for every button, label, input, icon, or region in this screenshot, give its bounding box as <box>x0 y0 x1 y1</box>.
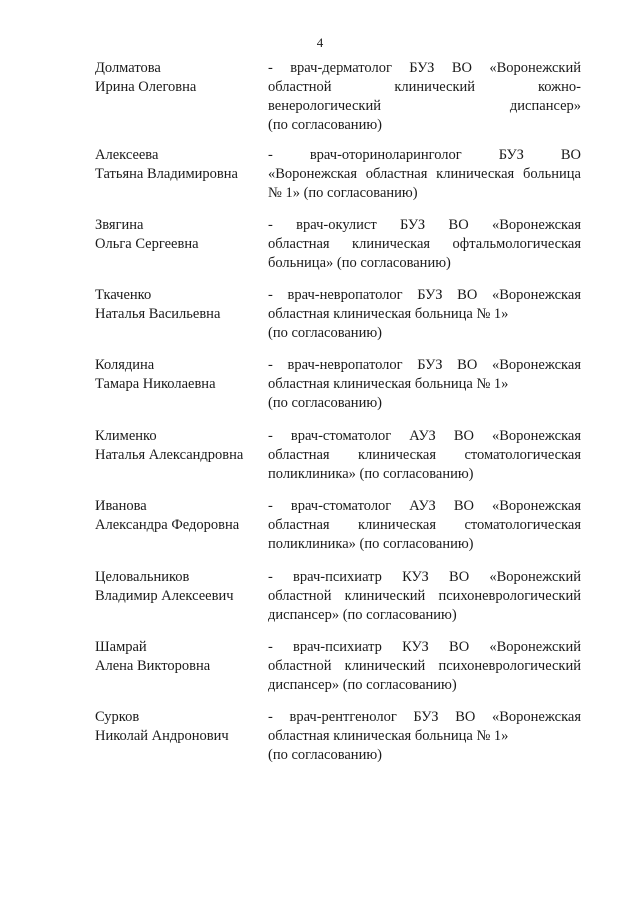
member-given-name: Наталья Александровна <box>95 447 244 463</box>
position-line: (по согласованию) <box>268 747 382 763</box>
position-line: поликлиника» (по согласованию) <box>268 536 474 552</box>
member-surname: Целовальников <box>95 569 190 585</box>
member-given-name: Наталья Васильевна <box>95 306 221 322</box>
member-position <box>268 497 581 554</box>
position-line: областная клиническая стоматологическая <box>268 447 581 463</box>
position-line: - врач-оториноларинголог БУЗ ВО <box>268 147 581 163</box>
member-name <box>95 427 265 465</box>
member-name <box>95 638 265 676</box>
member-name <box>95 286 265 324</box>
position-line: (по согласованию) <box>268 325 382 341</box>
member-surname: Долматова <box>95 60 161 76</box>
member-given-name: Ирина Олеговна <box>95 79 197 95</box>
position-line: областная клиническая больница № 1» <box>268 376 509 392</box>
member-position <box>268 356 581 413</box>
member-position <box>268 708 581 765</box>
member-surname: Иванова <box>95 498 147 514</box>
member-position <box>268 59 581 135</box>
position-line: - врач-дерматолог БУЗ ВО «Воронежский <box>268 60 581 76</box>
member-given-name: Александра Федоровна <box>95 517 240 533</box>
position-line: - врач-невропатолог БУЗ ВО «Воронежская <box>268 287 581 303</box>
member-surname: Колядина <box>95 357 155 373</box>
member-surname: Клименко <box>95 428 157 444</box>
position-line: - врач-стоматолог АУЗ ВО «Воронежская <box>268 498 581 514</box>
position-line: областной клинический психоневрологический <box>268 588 581 604</box>
position-line: областной клинический психоневрологический <box>268 658 581 674</box>
position-line: областная клиническая больница № 1» <box>268 728 509 744</box>
member-surname: Сурков <box>95 709 140 725</box>
position-line: венерологический диспансер» <box>268 98 581 114</box>
member-surname: Звягина <box>95 217 144 233</box>
member-name <box>95 356 265 394</box>
member-position <box>268 568 581 625</box>
member-surname: Алексеева <box>95 147 159 163</box>
position-line: областной клинический кожно- <box>268 79 581 95</box>
position-line: областная клиническая стоматологическая <box>268 517 581 533</box>
member-position <box>268 427 581 484</box>
member-given-name: Николай Андронович <box>95 728 229 744</box>
position-line: - врач-окулист БУЗ ВО «Воронежская <box>268 217 581 233</box>
member-given-name: Ольга Сергеевна <box>95 236 199 252</box>
position-line: (по согласованию) <box>268 395 382 411</box>
position-line: «Воронежская областная клиническая больница <box>268 166 581 182</box>
position-line: диспансер» (по согласованию) <box>268 677 457 693</box>
position-line: (по согласованию) <box>268 117 382 133</box>
member-position <box>268 146 581 203</box>
position-line: областная клиническая больница № 1» <box>268 306 509 322</box>
position-line: - врач-стоматолог АУЗ ВО «Воронежская <box>268 428 581 444</box>
position-line: поликлиника» (по согласованию) <box>268 466 474 482</box>
position-line: - врач-психиатр КУЗ ВО «Воронежский <box>268 569 581 585</box>
member-surname: Шамрай <box>95 639 147 655</box>
member-surname: Ткаченко <box>95 287 152 303</box>
position-line: - врач-невропатолог БУЗ ВО «Воронежская <box>268 357 581 373</box>
member-name <box>95 708 265 746</box>
member-given-name: Тамара Николаевна <box>95 376 216 392</box>
member-position <box>268 216 581 273</box>
position-line: № 1» (по согласованию) <box>268 185 418 201</box>
member-position <box>268 286 581 343</box>
position-line: - врач-психиатр КУЗ ВО «Воронежский <box>268 639 581 655</box>
member-name <box>95 497 265 535</box>
member-given-name: Владимир Алексеевич <box>95 588 234 604</box>
member-given-name: Татьяна Владимировна <box>95 166 238 182</box>
position-line: - врач-рентгенолог БУЗ ВО «Воронежская <box>268 709 581 725</box>
member-name <box>95 146 265 184</box>
member-position <box>268 638 581 695</box>
position-line: диспансер» (по согласованию) <box>268 607 457 623</box>
member-name <box>95 216 265 254</box>
member-name <box>95 59 265 97</box>
member-given-name: Алена Викторовна <box>95 658 211 674</box>
position-line: областная клиническая офтальмологическая <box>268 236 581 252</box>
member-name <box>95 568 265 606</box>
position-line: больница» (по согласованию) <box>268 255 451 271</box>
page-number: 4 <box>316 35 324 50</box>
